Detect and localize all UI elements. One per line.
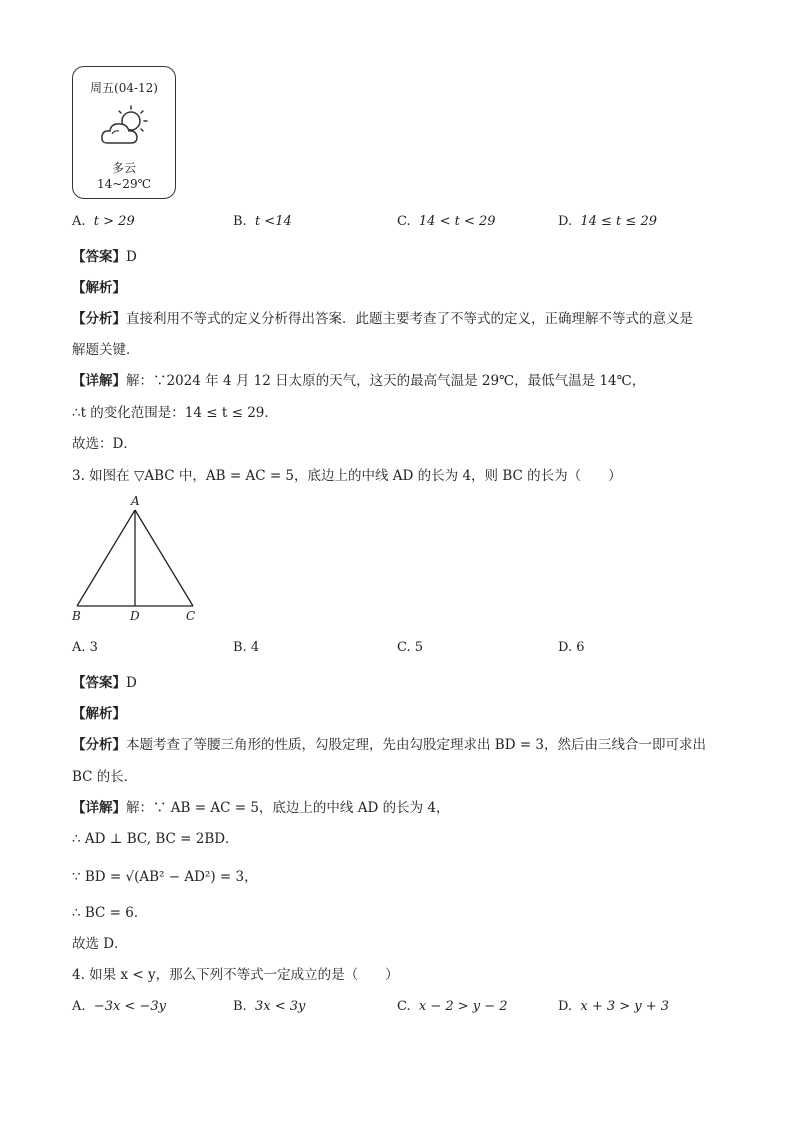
weather-day: 周五(04-12) <box>90 81 158 95</box>
q3-fenxi-cont: BC 的长． <box>72 769 138 785</box>
option-text: 5 <box>414 640 424 655</box>
q4-option-c <box>397 999 508 1014</box>
option-letter: B. <box>233 640 247 655</box>
q2-detail-line3: 故选：D． <box>72 436 137 452</box>
q2-option-c <box>397 214 496 229</box>
detail-tag: 【详解】 <box>72 800 126 816</box>
detail-text: 解：∵ AB = AC = 5，底边上的中线 AD 的长为 4， <box>126 800 450 816</box>
q2-option-b <box>233 214 292 229</box>
partly-cloudy-icon <box>99 103 151 151</box>
answer-tag: 【答案】 <box>72 675 126 691</box>
weather-temperature-range: 14~29℃ <box>96 177 152 191</box>
option-text: 3 <box>89 640 98 655</box>
q3-option-b <box>233 640 259 655</box>
option-letter: D. <box>558 214 573 229</box>
q2-answer <box>72 245 137 265</box>
q2-analysis-heading: 【解析】 <box>72 280 126 296</box>
q3-analysis-heading: 【解析】 <box>72 706 126 722</box>
q2-fenxi-cont: 解题关键． <box>72 342 140 358</box>
q4-option-b <box>233 999 305 1014</box>
answer-tag: 【答案】 <box>72 249 126 265</box>
option-letter: B. <box>233 214 247 229</box>
option-letter: C. <box>397 214 411 229</box>
option-text: −3x < −3y <box>93 999 166 1014</box>
q3-stem: 3. 如图在 ▽ABC 中，AB = AC = 5，底边上的中线 AD 的长为 4，则 BC 的长为（ ） <box>72 468 622 484</box>
option-text: t <14 <box>254 214 292 229</box>
vertex-label-d: D <box>130 609 140 623</box>
option-letter: C. <box>397 640 411 655</box>
detail-tag: 【详解】 <box>72 373 126 389</box>
option-text: x + 3 > y + 3 <box>580 999 670 1014</box>
q3-step-2: ∵ BD = √(AB² − AD²) = 3， <box>72 869 258 885</box>
q3-fenxi <box>72 733 706 753</box>
vertex-label-c: C <box>186 609 196 623</box>
fenxi-tag: 【分析】 <box>72 311 126 327</box>
option-text: t > 29 <box>93 214 135 229</box>
q4-option-d <box>558 999 669 1014</box>
q2-fenxi <box>72 307 693 327</box>
triangle-diagram <box>66 492 206 624</box>
q3-step-4: 故选 D． <box>72 936 128 952</box>
option-text: 14 ≤ t ≤ 29 <box>580 214 657 229</box>
fenxi-text: 直接利用不等式的定义分析得出答案．此题主要考查了不等式的定义，正确理解不等式的意义是 <box>126 311 693 327</box>
detail-text: 解：∵2024 年 4 月 12 日太原的天气，这天的最高气温是 29℃，最低气温是 14℃， <box>126 373 646 389</box>
q3-option-a <box>72 640 98 655</box>
q3-option-d <box>558 640 585 655</box>
option-text: 14 < t < 29 <box>418 214 496 229</box>
weather-card <box>72 66 176 199</box>
answer-value: D <box>126 675 137 691</box>
q4-stem: 4. 如果 x < y，那么下列不等式一定成立的是（ ） <box>72 967 399 983</box>
q4-option-a <box>72 999 166 1014</box>
option-text: 6 <box>576 640 585 655</box>
option-letter: A. <box>72 999 86 1014</box>
option-letter: A. <box>72 640 86 655</box>
q3-option-c <box>397 640 423 655</box>
q2-option-a <box>72 214 135 229</box>
fenxi-tag: 【分析】 <box>72 737 126 753</box>
option-letter: A. <box>72 214 86 229</box>
option-letter: B. <box>233 999 247 1014</box>
q3-answer <box>72 671 137 691</box>
side-ab <box>77 510 135 606</box>
option-text: x − 2 > y − 2 <box>418 999 508 1014</box>
option-letter: D. <box>558 999 573 1014</box>
q3-step-3: ∴ BC = 6． <box>72 905 148 921</box>
q3-detail <box>72 796 449 816</box>
q2-detail <box>72 369 645 389</box>
option-text: 4 <box>250 640 260 655</box>
vertex-label-a: A <box>131 494 140 508</box>
option-letter: C. <box>397 999 411 1014</box>
weather-condition: 多云 <box>111 161 136 175</box>
q3-step-1: ∴ AD ⊥ BC, BC = 2BD． <box>72 831 239 847</box>
fenxi-text: 本题考查了等腰三角形的性质，勾股定理，先由勾股定理求出 BD = 3，然后由三线合一即可求出 <box>126 737 707 753</box>
q2-detail-line2: ∴t 的变化范围是：14 ≤ t ≤ 29． <box>72 405 278 421</box>
q2-option-d <box>558 214 657 229</box>
answer-value: D <box>126 249 137 265</box>
vertex-label-b: B <box>72 609 81 623</box>
option-text: 3x < 3y <box>254 999 306 1014</box>
side-ac <box>135 510 193 606</box>
option-letter: D. <box>558 640 573 655</box>
